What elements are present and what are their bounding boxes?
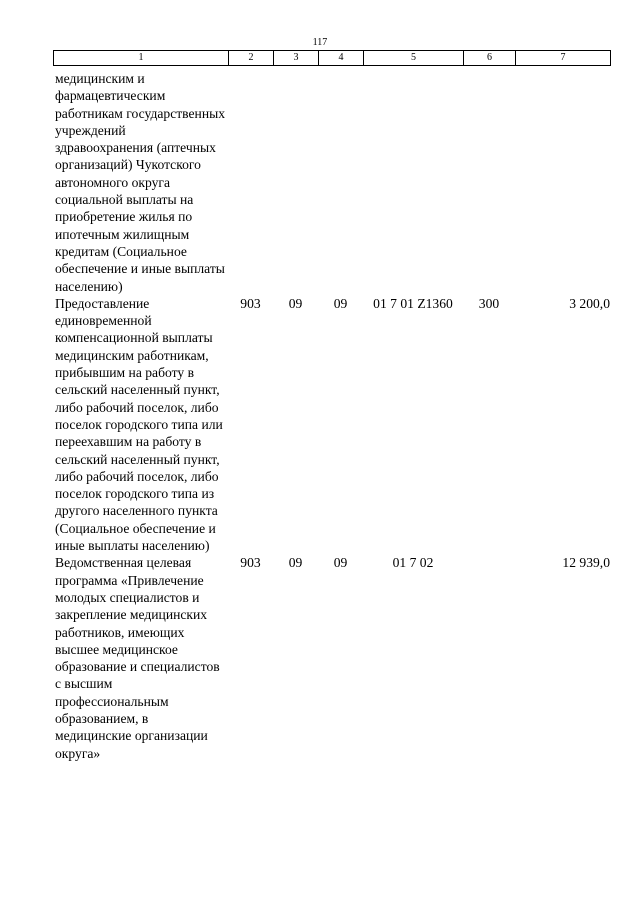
column-header-4: 4 (319, 51, 364, 66)
row-ministry-code (228, 70, 273, 295)
column-header-7: 7 (516, 51, 611, 66)
column-header-3: 3 (274, 51, 319, 66)
budget-table (53, 70, 610, 762)
row-description: Ведомственная целевая программа «Привлечение молодых специалистов и закрепление медицинских работников, имеющих высшее медицинское образование и специалистов с высшим профессиональным образованием, в медицинские организации округа» (55, 555, 220, 761)
page-number: 117 (312, 37, 328, 48)
column-header-6: 6 (464, 51, 516, 66)
row-expense-type: 300 (478, 295, 500, 311)
column-header-2: 2 (229, 51, 274, 66)
row-description: Предоставление единовременной компенсационной выплаты медицинским работникам, прибывшим на работу в сельский населенный пункт, либо рабочий поселок, либо поселок городского типа или переехавшим на работу в сельский населенный пункт, либо рабочий поселок, либо поселок городского типа из другого населенного пункта (Социальное обеспечение и иные выплаты населению) (55, 295, 223, 554)
row-subsection-code (318, 70, 363, 295)
row-ministry-code: 903 (240, 295, 261, 311)
column-header-5: 5 (364, 51, 464, 66)
row-target-code (363, 70, 463, 295)
row-expense-type (463, 554, 515, 762)
row-description: медицинским и фармацевтическим работникам государственных учреждений здравоохранения (аптечных организаций) Чукотского автономного округа социальной выплаты на приобретение жилья по ипотечным жилищным кредитам (Социальное обеспечение и иные выплаты населению) (55, 71, 226, 294)
row-target-code: 01 7 01 Z1360 (373, 295, 453, 311)
table-row (53, 70, 610, 295)
row-ministry-code: 903 (240, 555, 261, 571)
row-amount: 12 939,0 (562, 555, 610, 571)
row-section-code: 09 (288, 295, 303, 311)
row-subsection-code: 09 (333, 555, 348, 571)
row-expense-type (463, 70, 515, 295)
column-header-row (54, 51, 611, 66)
row-target-code: 01 7 02 (392, 555, 434, 571)
column-header-1: 1 (54, 51, 229, 66)
table-row (53, 554, 610, 762)
row-subsection-code: 09 (333, 295, 348, 311)
row-section-code: 09 (288, 555, 303, 571)
row-section-code (273, 70, 318, 295)
column-header-table (53, 50, 611, 66)
row-amount (515, 70, 610, 295)
table-row (53, 295, 610, 554)
row-amount: 3 200,0 (569, 295, 610, 311)
